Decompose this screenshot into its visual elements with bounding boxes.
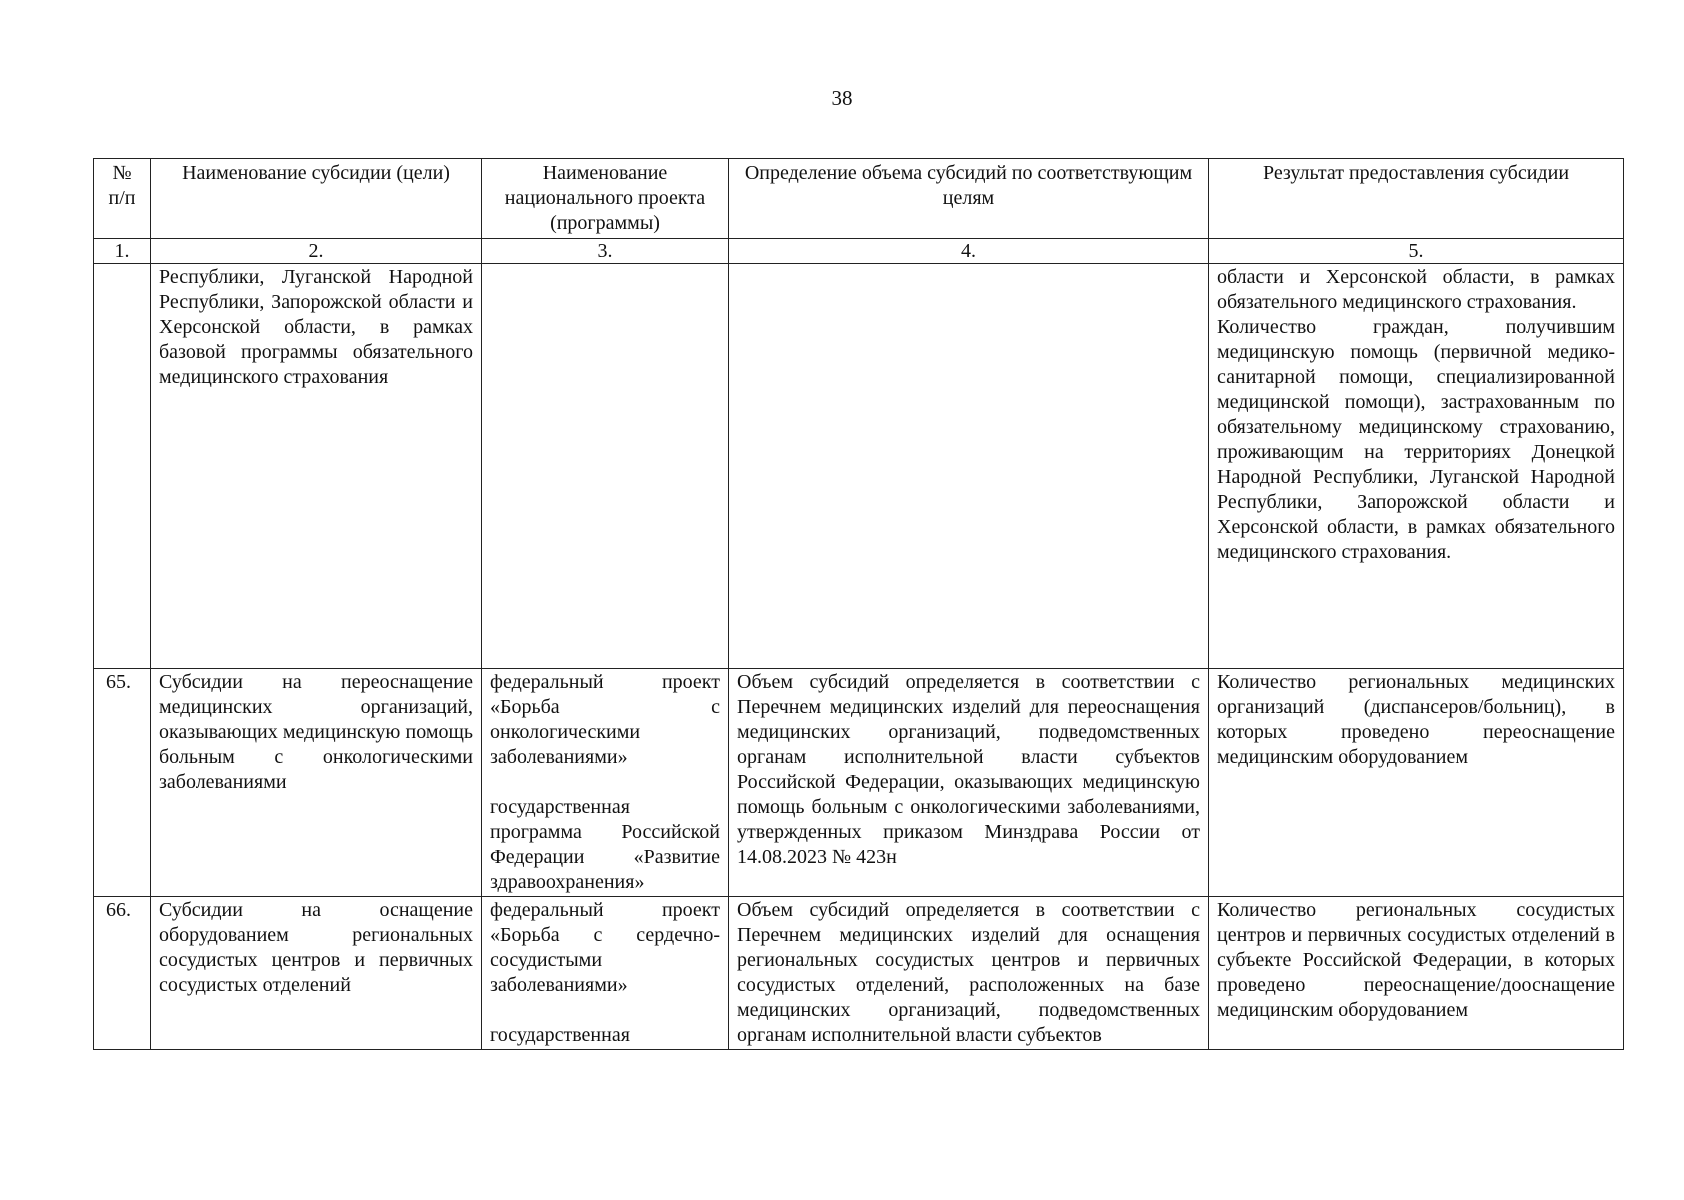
- result-cell: [1209, 897, 1624, 1050]
- result-text: Количество региональных сосудистых центров и первичных сосудистых отделений в субъекте Российской Федерации, в которых проведено переоснащение/дооснащение медицинским оборудованием: [1217, 899, 1615, 1021]
- result-text: области и Херсонской области, в рамках обязательного медицинского страхования.: [1217, 266, 1615, 313]
- result-cell: [1209, 669, 1624, 897]
- national-project-cell: [482, 897, 729, 1050]
- volume-cell: Объем субсидий определяется в соответствии с Перечнем медицинских изделий для оснащения региональных сосудистых центров и первичных сосудистых отделений, расположенных на базе медицинских организаций, подведомственных органам исполнительной власти субъектов: [729, 897, 1209, 1050]
- table-header-row: [94, 159, 1624, 239]
- volume-cell: [729, 264, 1209, 669]
- project-text: государственная программа Российской Федерации «Развитие здравоохранения»: [490, 796, 720, 893]
- subsidy-name-cell: Субсидии на оснащение оборудованием региональных сосудистых центров и первичных сосудистых отделений: [151, 897, 482, 1050]
- subsidy-table: [93, 158, 1624, 1050]
- national-project-cell: [482, 669, 729, 897]
- row-number: 66.: [94, 897, 151, 1050]
- result-text: Количество граждан, получившим медицинскую помощь (первичной медико-санитарной помощи, специализированной медицинской помощи), застрахованным по обязательному медицинскому страхованию, проживающим на территориях Донецкой Народной Республики, Луганской Народной Республики, Запорожской области и Херсонской области, в рамках обязательного медицинского страхования.: [1217, 316, 1615, 563]
- project-text: федеральный проект «Борьба с сердечно-сосудистыми заболеваниями»: [490, 899, 720, 996]
- table-row: [94, 669, 1624, 897]
- column-index: 5.: [1209, 239, 1624, 264]
- column-index: 4.: [729, 239, 1209, 264]
- page-number: 38: [831, 86, 853, 110]
- table-row: [94, 264, 1624, 669]
- header-volume-definition: Определение объема субсидий по соответствующим целям: [729, 159, 1209, 239]
- national-project-cell: [482, 264, 729, 669]
- result-cell: [1209, 264, 1624, 669]
- column-index: 3.: [482, 239, 729, 264]
- result-text: Количество региональных медицинских организаций (диспансеров/больниц), в которых проведено переоснащение медицинским оборудованием: [1217, 671, 1615, 768]
- table-row: [94, 897, 1624, 1050]
- column-index-row: [94, 239, 1624, 264]
- column-index: 1.: [94, 239, 151, 264]
- volume-cell: Объем субсидий определяется в соответствии с Перечнем медицинских изделий для переоснащения медицинских организаций, подведомственных органам исполнительной власти субъектов Российской Федерации, оказывающих медицинскую помощь больным с онкологическими заболеваниями, утвержденных приказом Минздрава России от 14.08.2023 № 423н: [729, 669, 1209, 897]
- header-result: Результат предоставления субсидии: [1209, 159, 1624, 239]
- subsidy-name-cell: Субсидии на переоснащение медицинских организаций, оказывающих медицинскую помощь больным с онкологическими заболеваниями: [151, 669, 482, 897]
- header-subsidy-name: Наименование субсидии (цели): [151, 159, 482, 239]
- column-index: 2.: [151, 239, 482, 264]
- row-number: [94, 264, 151, 669]
- header-number: № п/п: [94, 159, 151, 239]
- project-text: государственная: [490, 1024, 630, 1046]
- row-number: 65.: [94, 669, 151, 897]
- subsidy-name-cell: Республики, Луганской Народной Республики, Запорожской области и Херсонской области, в рамках базовой программы обязательного медицинского страхования: [151, 264, 482, 669]
- project-text: федеральный проект «Борьба с онкологическими заболеваниями»: [490, 671, 720, 768]
- header-national-project: Наименование национального проекта (программы): [482, 159, 729, 239]
